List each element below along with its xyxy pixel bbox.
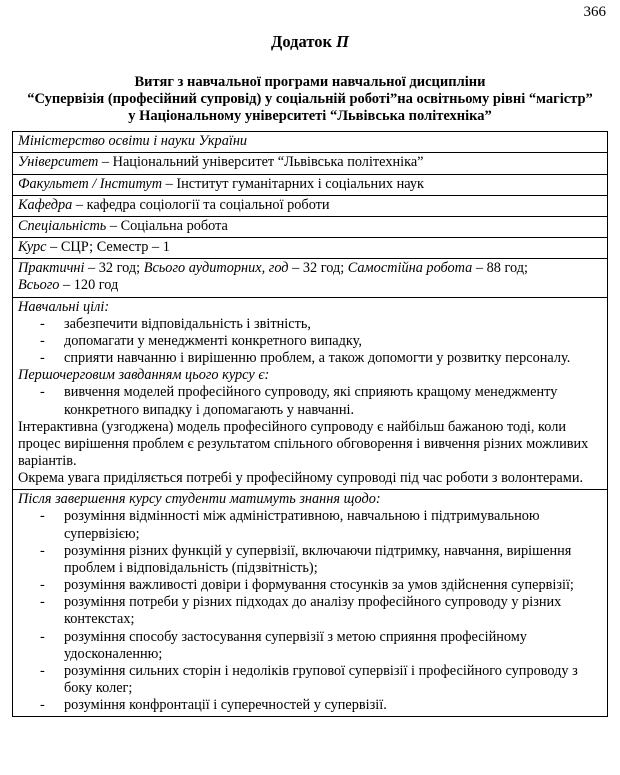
hours-selfwork-label: Самостійна робота <box>347 260 473 277</box>
list-item-text: розуміння способу застосування супервізії з метою сприяння професійному удосконаленню; <box>64 628 527 662</box>
dash-marker: - <box>40 384 45 401</box>
list-item-text: вивчення моделей професійного супроводу, які сприяють кращому менеджменту конкретного випадку і допомагають у навчанні. <box>64 384 558 418</box>
table-row <box>13 259 608 297</box>
dash-marker: - <box>40 577 45 594</box>
list-item <box>18 333 602 350</box>
list-item <box>18 594 602 628</box>
goals-paragraph-2: Окрема увага приділяється потребі у професійному супроводі під час роботи з волонтерами. <box>18 470 584 487</box>
row-ministry-label: Міністерство освіти і науки України <box>18 133 248 150</box>
table-row <box>13 174 608 195</box>
hours-total-audience-label: Всього аудиторних, год <box>143 260 289 277</box>
list-item-text: розуміння потреби у різних підходах до аналізу професійного супроводу у різних контекстах; <box>64 594 562 628</box>
hours-practical-value: – 32 год; <box>84 260 144 277</box>
heading-line-3: у Національному університеті “Львівська політехніка” <box>128 108 492 125</box>
list-item <box>18 316 602 333</box>
table-row <box>13 490 608 717</box>
row-speciality-value: – Соціальна робота <box>106 217 228 234</box>
list-item <box>18 577 602 594</box>
program-extract-table <box>12 131 608 717</box>
dash-marker: - <box>40 662 45 679</box>
primary-task-list <box>18 384 602 418</box>
hours-overall-value: – 120 год <box>59 277 119 294</box>
table-row <box>13 132 608 153</box>
row-university-value: – Національний університет “Львівська політехніка” <box>98 154 424 171</box>
dash-marker: - <box>40 594 45 611</box>
row-department-label: Кафедра <box>18 196 73 213</box>
list-item-text: сприяти навчанню і вирішенню проблем, а також допомогти у розвитку персоналу. <box>64 350 571 367</box>
heading-line-1: Витяг з навчальної програми навчальної дисципліни <box>134 74 486 90</box>
list-item <box>18 508 602 542</box>
page-number: 366 <box>583 4 606 20</box>
row-faculty <box>13 174 608 195</box>
dash-marker: - <box>40 697 45 714</box>
dash-marker: - <box>40 332 45 349</box>
hours-selfwork-value: – 88 год; <box>472 260 529 277</box>
document-heading <box>12 74 608 125</box>
goals-paragraph-1: Інтерактивна (узгоджена) модель професійного супроводу є найбільш бажаною тоді, коли процес вирішення проблем є результатом спільного обговорення і вивчення різних можливих варіантів. <box>18 418 589 469</box>
list-item <box>18 350 602 367</box>
row-knowledge-outcomes <box>13 490 608 717</box>
table-row <box>13 238 608 259</box>
row-department <box>13 195 608 216</box>
heading-line-2: “Супервізія (професійний супровід) у соціальній роботі”на освітньому рівні “магістр” <box>27 91 593 108</box>
dash-marker: - <box>40 628 45 645</box>
row-learning-goals <box>13 297 608 490</box>
list-item <box>18 384 602 418</box>
table-row <box>13 153 608 174</box>
hours-line-1 <box>18 260 602 277</box>
hours-practical-label: Практичні <box>18 260 85 277</box>
list-item <box>18 663 602 697</box>
appendix-letter: П <box>336 32 349 51</box>
list-item <box>18 629 602 663</box>
table-row <box>13 297 608 490</box>
appendix-label: Додаток <box>271 32 332 51</box>
list-item-text: розуміння сильних сторін і недоліків групової супервізії і професійного супроводу з боку колег; <box>64 662 578 697</box>
table-row <box>13 195 608 216</box>
row-university-label: Університет <box>18 154 99 171</box>
row-faculty-label: Факультет / Інститут <box>18 175 163 192</box>
dash-marker: - <box>40 542 45 559</box>
list-item-text: розуміння різних функцій у супервізії, включаючи підтримку, навчання, вирішення проблем і відповідальність (підзвітність); <box>64 542 572 576</box>
row-department-value: – кафедра соціології та соціальної роботи <box>72 196 330 213</box>
row-hours <box>13 259 608 297</box>
dash-marker: - <box>40 350 45 367</box>
knowledge-list <box>18 508 602 714</box>
row-course-label: Курс <box>18 239 47 256</box>
row-speciality-label: Спеціальність <box>18 217 107 234</box>
row-speciality <box>13 216 608 237</box>
list-item <box>18 543 602 577</box>
appendix-title <box>12 32 608 52</box>
primary-task-title: Першочерговим завданням цього курсу є: <box>18 367 270 384</box>
row-faculty-value: – Інститут гуманітарних і соціальних наук <box>162 175 424 192</box>
dash-marker: - <box>40 508 45 525</box>
row-ministry <box>13 132 608 153</box>
list-item-text: розуміння важливості довіри і формування стосунків за умов здійснення супервізії; <box>64 577 574 594</box>
row-university <box>13 153 608 174</box>
list-item <box>18 697 602 714</box>
dash-marker: - <box>40 315 45 332</box>
knowledge-title: Після завершення курсу студенти матимуть знання щодо: <box>18 491 381 508</box>
list-item-text: розуміння відмінності між адміністративною, навчальною і підтримувальною супервізією; <box>64 508 540 542</box>
list-item-text: розуміння конфронтації і суперечностей у супервізії. <box>64 697 387 714</box>
learning-goals-title: Навчальні цілі: <box>18 298 110 315</box>
hours-total-audience-value: – 32 год; <box>288 260 348 277</box>
hours-line-2 <box>18 277 602 294</box>
list-item-text: забезпечити відповідальність і звітність, <box>64 315 311 332</box>
hours-overall-label: Всього <box>18 277 60 294</box>
table-row <box>13 216 608 237</box>
row-course <box>13 238 608 259</box>
list-item-text: допомагати у менеджменті конкретного випадку, <box>64 332 362 349</box>
learning-goals-list <box>18 316 602 367</box>
row-course-value: – СЦР; Семестр – 1 <box>46 239 170 256</box>
